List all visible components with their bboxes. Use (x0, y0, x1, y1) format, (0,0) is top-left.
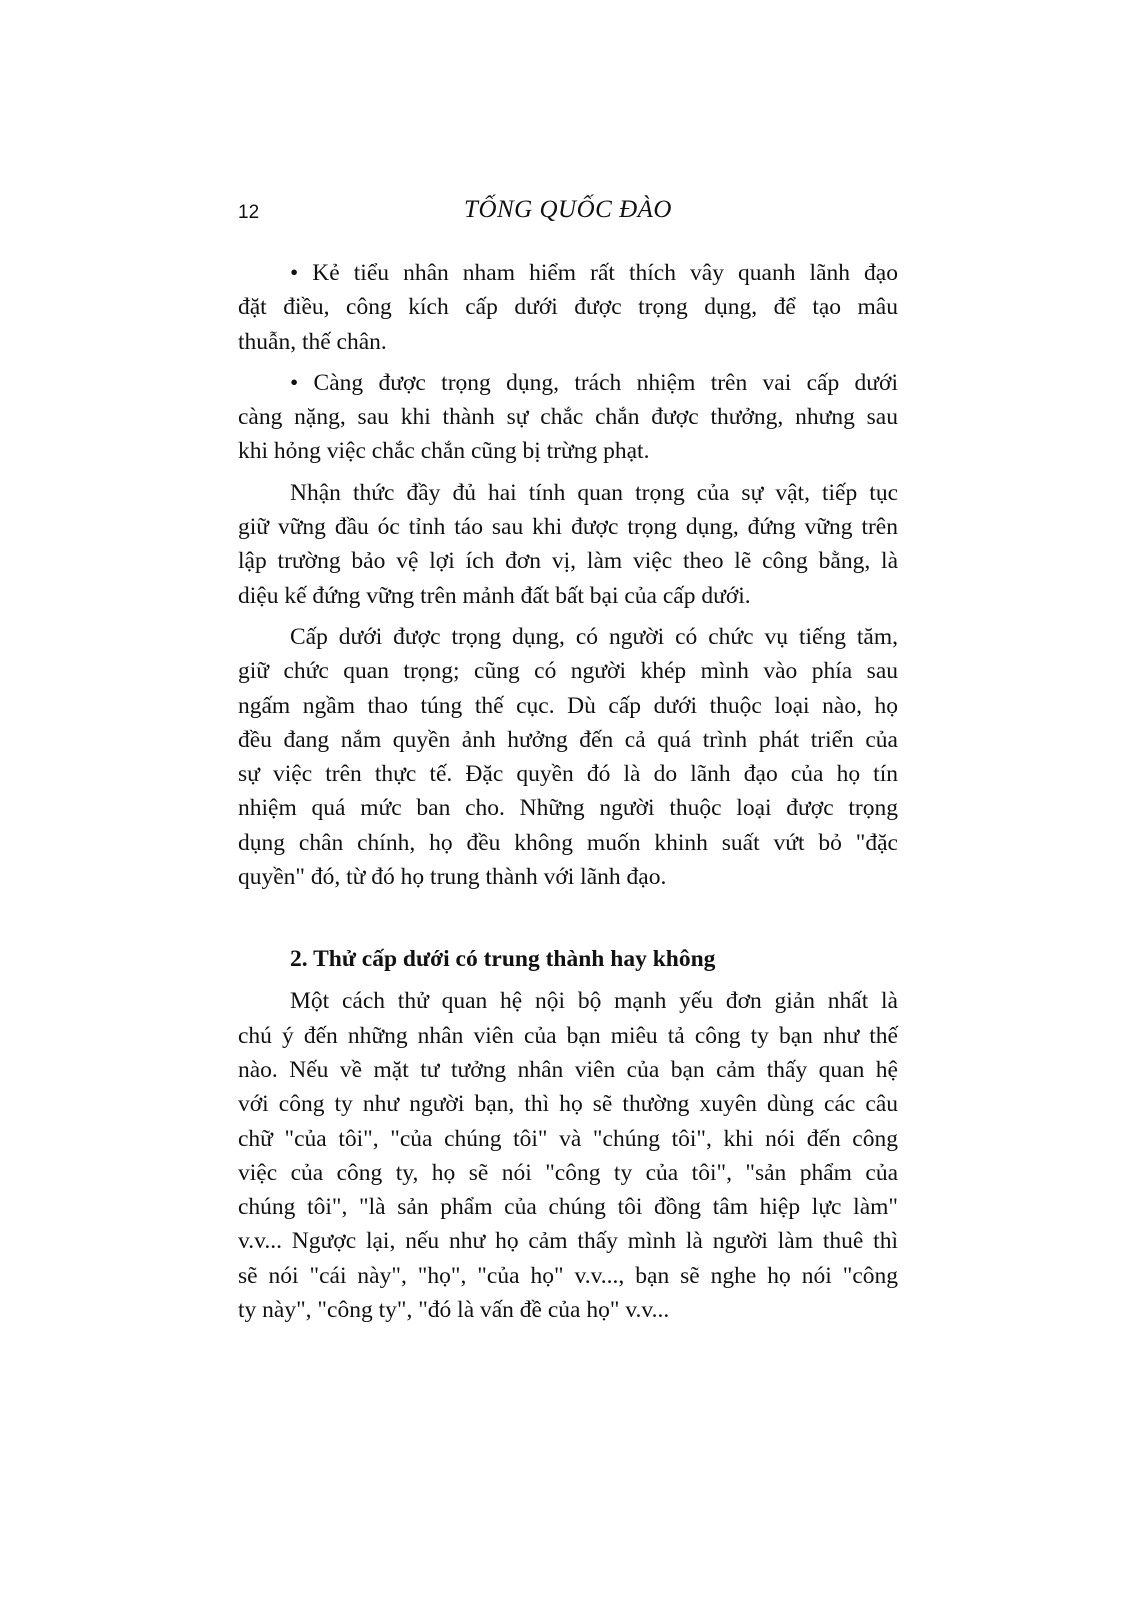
text-line: Cấp dưới được trọng dụng, có người có chức vụ tiếng tăm, (290, 623, 898, 650)
text-line: nào. Nếu về mặt tư tưởng nhân viên của bạn cảm thấy quan hệ (238, 1056, 898, 1083)
page-header (238, 196, 898, 232)
text-line: sẽ nói "cái này", "họ", "của họ" v.v..., bạn sẽ nghe họ nói "công (238, 1262, 898, 1289)
text-line: nhiệm quá mức ban cho. Những người thuộc loại được trọng (238, 795, 898, 822)
text-line: chúng tôi", "là sản phẩm của chúng tôi đồng tâm hiệp lực làm" (238, 1194, 898, 1221)
text-line: giữ vững đầu óc tỉnh táo sau khi được trọng dụng, đứng vững trên (238, 514, 898, 541)
text-line: việc của công ty, họ sẽ nói "công ty của tôi", "sản phẩm của (238, 1159, 898, 1186)
text-line: ty này", "công ty", "đó là vấn đề của họ" v.v... (238, 1297, 670, 1324)
paragraph (238, 256, 898, 359)
paragraph (238, 476, 898, 613)
paragraph (238, 984, 898, 1327)
text-line: chữ "của tôi", "của chúng tôi" và "chúng tôi", khi nói đến công (238, 1125, 898, 1152)
text-line: lập trường bảo vệ lợi ích đơn vị, làm việc theo lẽ công bằng, là (238, 548, 898, 575)
text-line: giữ chức quan trọng; cũng có người khép mình vào phía sau (238, 658, 898, 685)
text-line: ngấm ngầm thao túng thế cục. Dù cấp dưới thuộc loại nào, họ (238, 692, 898, 719)
page-number: 12 (238, 202, 260, 223)
section-heading: 2. Thử cấp dưới có trung thành hay không (290, 946, 716, 973)
text-line: đều đang nắm quyền ảnh hưởng đến cả quá trình phát triển của (238, 726, 898, 753)
text-line: diệu kế đứng vững trên mảnh đất bất bại của cấp dưới. (238, 582, 751, 609)
paragraph (238, 366, 898, 469)
text-line: • Càng được trọng dụng, trách nhiệm trên vai cấp dưới (290, 369, 898, 396)
text-line: sự việc trên thực tế. Đặc quyền đó là do lãnh đạo của họ tín (238, 761, 898, 788)
text-line: dụng chân chính, họ đều không muốn khinh suất vứt bỏ "đặc (238, 829, 898, 856)
text-line: quyền" đó, từ đó họ trung thành với lãnh đạo. (238, 864, 667, 891)
paragraph (238, 620, 898, 894)
text-line: • Kẻ tiểu nhân nham hiểm rất thích vây quanh lãnh đạo (290, 260, 898, 286)
text-line: chú ý đến những nhân viên của bạn miêu tả công ty bạn như thế (238, 1022, 898, 1049)
text-line: v.v... Ngược lại, nếu như họ cảm thấy mình là người làm thuê thì (238, 1228, 898, 1255)
paragraphs-before (238, 256, 898, 894)
page-body (238, 256, 898, 1334)
text-line: Một cách thử quan hệ nội bộ mạnh yếu đơn giản nhất là (290, 988, 898, 1015)
running-title: TỐNG QUỐC ĐÀO (464, 196, 672, 223)
text-line: đặt điều, công kích cấp dưới được trọng dụng, để tạo mâu (238, 294, 898, 321)
text-line: càng nặng, sau khi thành sự chắc chắn được thưởng, nhưng sau (238, 404, 898, 431)
paragraphs-after (238, 984, 898, 1327)
text-line: thuẫn, thế chân. (238, 328, 387, 355)
text-line: với công ty như người bạn, thì họ sẽ thường xuyên dùng các câu (238, 1091, 898, 1118)
text-line: Nhận thức đầy đủ hai tính quan trọng của sự vật, tiếp tục (290, 479, 898, 506)
text-line: khi hỏng việc chắc chắn cũng bị trừng phạt. (238, 438, 650, 465)
